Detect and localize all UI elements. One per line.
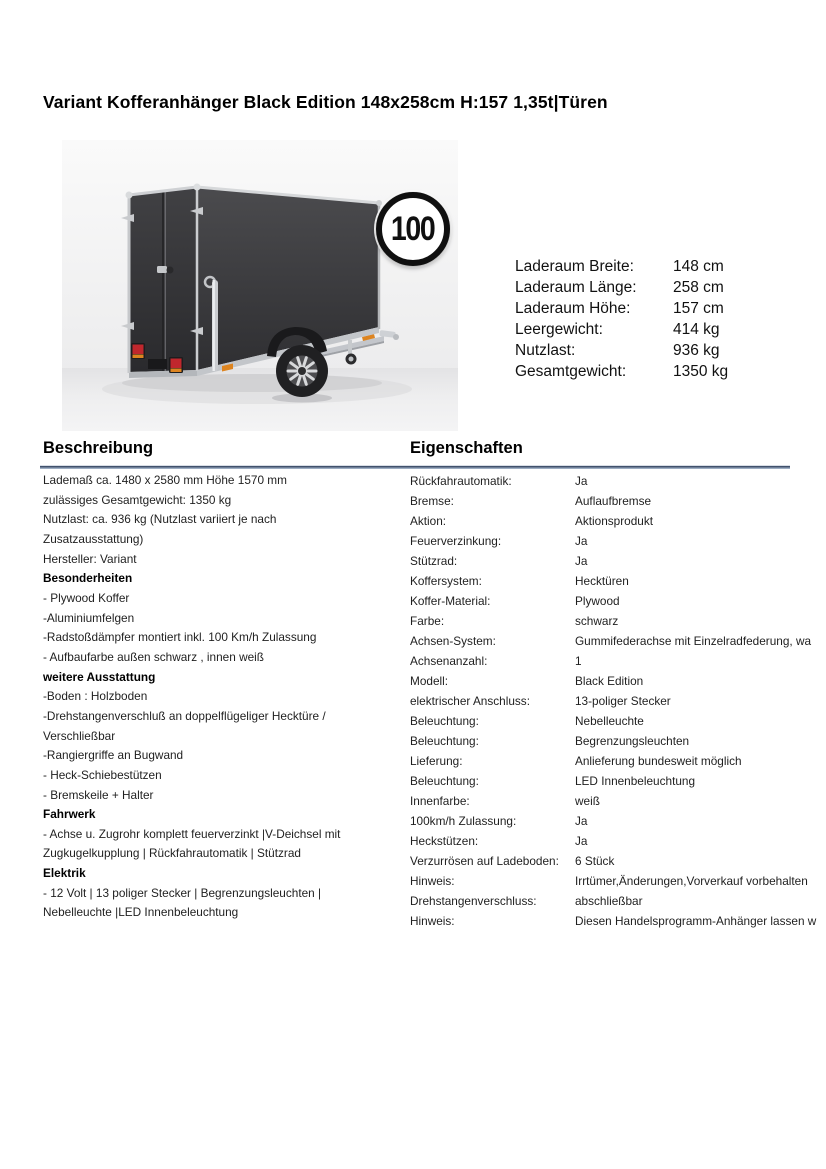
description-line: Verschließbar xyxy=(43,728,116,743)
property-row xyxy=(410,511,826,531)
quick-spec-value: 148 cm xyxy=(673,258,724,275)
property-label: Rückfahrautomatik: xyxy=(410,474,512,488)
property-row xyxy=(410,771,826,791)
quick-spec-row xyxy=(515,256,815,277)
product-photo xyxy=(62,140,458,431)
quick-spec-label: Leergewicht: xyxy=(515,321,603,338)
property-row xyxy=(410,791,826,811)
property-value: Hecktüren xyxy=(575,574,629,588)
description-line: Nebelleuchte |LED Innenbeleuchtung xyxy=(43,905,239,920)
property-label: Hinweis: xyxy=(410,914,455,928)
property-label: Stützrad: xyxy=(410,554,458,568)
description-line: Zugkugelkupplung | Rückfahrautomatik | Stützrad xyxy=(43,846,301,861)
description-line: -Drehstangenverschluß an doppelflügeliger Hecktüre / xyxy=(43,708,326,723)
property-value: Diesen Handelsprogramm-Anhänger lassen w xyxy=(575,914,817,928)
property-row xyxy=(410,491,826,511)
property-label: Bremse: xyxy=(410,494,454,508)
property-label: Beleuchtung: xyxy=(410,714,479,728)
property-value: weiß xyxy=(575,794,600,808)
quick-spec-label: Laderaum Höhe: xyxy=(515,300,631,317)
property-value: Plywood xyxy=(575,594,620,608)
property-label: Drehstangenverschluss: xyxy=(410,894,537,908)
property-value: Ja xyxy=(575,834,588,848)
trailer-photo-illustration xyxy=(62,140,458,431)
property-value: Aktionsprodukt xyxy=(575,514,654,528)
property-row xyxy=(410,711,826,731)
description-line: - Achse u. Zugrohr komplett feuerverzinkt |V-Deichsel mit xyxy=(43,826,341,841)
property-row xyxy=(410,731,826,751)
quick-spec-value: 258 cm xyxy=(673,279,724,296)
property-label: Feuerverzinkung: xyxy=(410,534,502,548)
description-line: -Aluminiumfelgen xyxy=(43,610,135,625)
property-row xyxy=(410,551,826,571)
quick-spec-label: Nutzlast: xyxy=(515,342,576,359)
description-line: Hersteller: Variant xyxy=(43,551,137,566)
property-row xyxy=(410,851,826,871)
properties-table xyxy=(410,471,826,931)
property-label: elektrischer Anschluss: xyxy=(410,694,530,708)
quick-spec-row xyxy=(515,298,815,319)
property-row xyxy=(410,811,826,831)
property-label: Modell: xyxy=(410,674,449,688)
quick-spec-label: Laderaum Länge: xyxy=(515,279,637,296)
property-value: 6 Stück xyxy=(575,854,615,868)
description-line: Elektrik xyxy=(43,866,86,881)
property-label: Aktion: xyxy=(410,514,447,528)
property-row xyxy=(410,891,826,911)
quick-spec-row xyxy=(515,361,815,382)
description-line: - Bremskeile + Halter xyxy=(43,787,154,802)
property-row xyxy=(410,691,826,711)
quick-spec-value: 414 kg xyxy=(673,321,720,338)
property-row xyxy=(410,751,826,771)
description-line: zulässiges Gesamtgewicht: 1350 kg xyxy=(43,492,232,507)
property-row xyxy=(410,471,826,491)
property-label: Koffersystem: xyxy=(410,574,482,588)
description-line: - Aufbaufarbe außen schwarz , innen weiß xyxy=(43,649,264,664)
description-line: Fahrwerk xyxy=(43,807,96,822)
property-row xyxy=(410,591,826,611)
quick-spec-label: Laderaum Breite: xyxy=(515,258,634,275)
property-value: Gummifederachse mit Einzelradfederung, wa xyxy=(575,634,812,648)
description-line: Zusatzausstattung) xyxy=(43,531,144,546)
quick-spec-value: 936 kg xyxy=(673,342,720,359)
description-line: - Plywood Koffer xyxy=(43,590,130,605)
property-value: 13-poliger Stecker xyxy=(575,694,671,708)
speed-100-badge-text: 100 xyxy=(391,208,435,249)
quick-spec-row xyxy=(515,319,815,340)
property-value: Begrenzungsleuchten xyxy=(575,734,690,748)
property-label: 100km/h Zulassung: xyxy=(410,814,517,828)
description-text-block xyxy=(43,471,403,923)
property-value: Black Edition xyxy=(575,674,644,688)
property-label: Achsenanzahl: xyxy=(410,654,488,668)
property-value: Ja xyxy=(575,554,588,568)
property-row xyxy=(410,531,826,551)
property-value: LED Innenbeleuchtung xyxy=(575,774,696,788)
description-line: weitere Ausstattung xyxy=(43,669,156,684)
quick-spec-value: 157 cm xyxy=(673,300,724,317)
description-line: Lademaß ca. 1480 x 2580 mm Höhe 1570 mm xyxy=(43,473,287,487)
property-label: Beleuchtung: xyxy=(410,774,479,788)
property-row xyxy=(410,611,826,631)
property-row xyxy=(410,871,826,891)
property-value: Auflaufbremse xyxy=(575,494,652,508)
property-label: Verzurrösen auf Ladeboden: xyxy=(410,854,559,868)
page-title: Variant Kofferanhänger Black Edition 148x258cm H:157 1,35t|Türen xyxy=(43,92,608,112)
property-label: Lieferung: xyxy=(410,754,463,768)
description-line: - 12 Volt | 13 poliger Stecker | Begrenzungsleuchten | xyxy=(43,885,322,900)
property-row xyxy=(410,831,826,851)
property-label: Koffer-Material: xyxy=(410,594,491,608)
property-value: Nebelleuchte xyxy=(575,714,644,728)
description-line: -Radstoßdämpfer montiert inkl. 100 Km/h Zulassung xyxy=(43,630,317,645)
quick-specs-list xyxy=(515,256,815,382)
property-row xyxy=(410,911,826,931)
property-label: Innenfarbe: xyxy=(410,794,470,808)
property-row xyxy=(410,571,826,591)
property-label: Hinweis: xyxy=(410,874,455,888)
property-value: abschließbar xyxy=(575,894,643,908)
quick-spec-value: 1350 kg xyxy=(673,363,729,380)
property-value: Ja xyxy=(575,534,588,548)
property-row xyxy=(410,671,826,691)
description-heading: Beschreibung xyxy=(43,439,154,457)
description-line: - Heck-Schiebestützen xyxy=(43,767,162,782)
property-value: Anlieferung bundesweit möglich xyxy=(575,754,742,768)
quick-spec-label: Gesamtgewicht: xyxy=(515,363,627,380)
property-label: Beleuchtung: xyxy=(410,734,479,748)
quick-spec-row xyxy=(515,277,815,298)
property-value: schwarz xyxy=(575,614,619,628)
property-value: 1 xyxy=(575,654,582,668)
description-line: Besonderheiten xyxy=(43,571,133,586)
property-label: Heckstützen: xyxy=(410,834,479,848)
property-row xyxy=(410,631,826,651)
property-value: Ja xyxy=(575,814,588,828)
section-divider-rule xyxy=(40,465,790,469)
properties-heading: Eigenschaften xyxy=(410,439,523,457)
property-value: Irrtümer,Änderungen,Vorverkauf vorbehalten xyxy=(575,874,808,888)
property-value: Ja xyxy=(575,474,588,488)
description-line: -Rangiergriffe an Bugwand xyxy=(43,748,184,763)
description-line: Nutzlast: ca. 936 kg (Nutzlast variiert je nach xyxy=(43,512,277,527)
property-label: Farbe: xyxy=(410,614,445,628)
description-line: -Boden : Holzboden xyxy=(43,689,148,704)
property-label: Achsen-System: xyxy=(410,634,496,648)
speed-100-badge-icon xyxy=(376,192,450,266)
property-row xyxy=(410,651,826,671)
quick-spec-row xyxy=(515,340,815,361)
